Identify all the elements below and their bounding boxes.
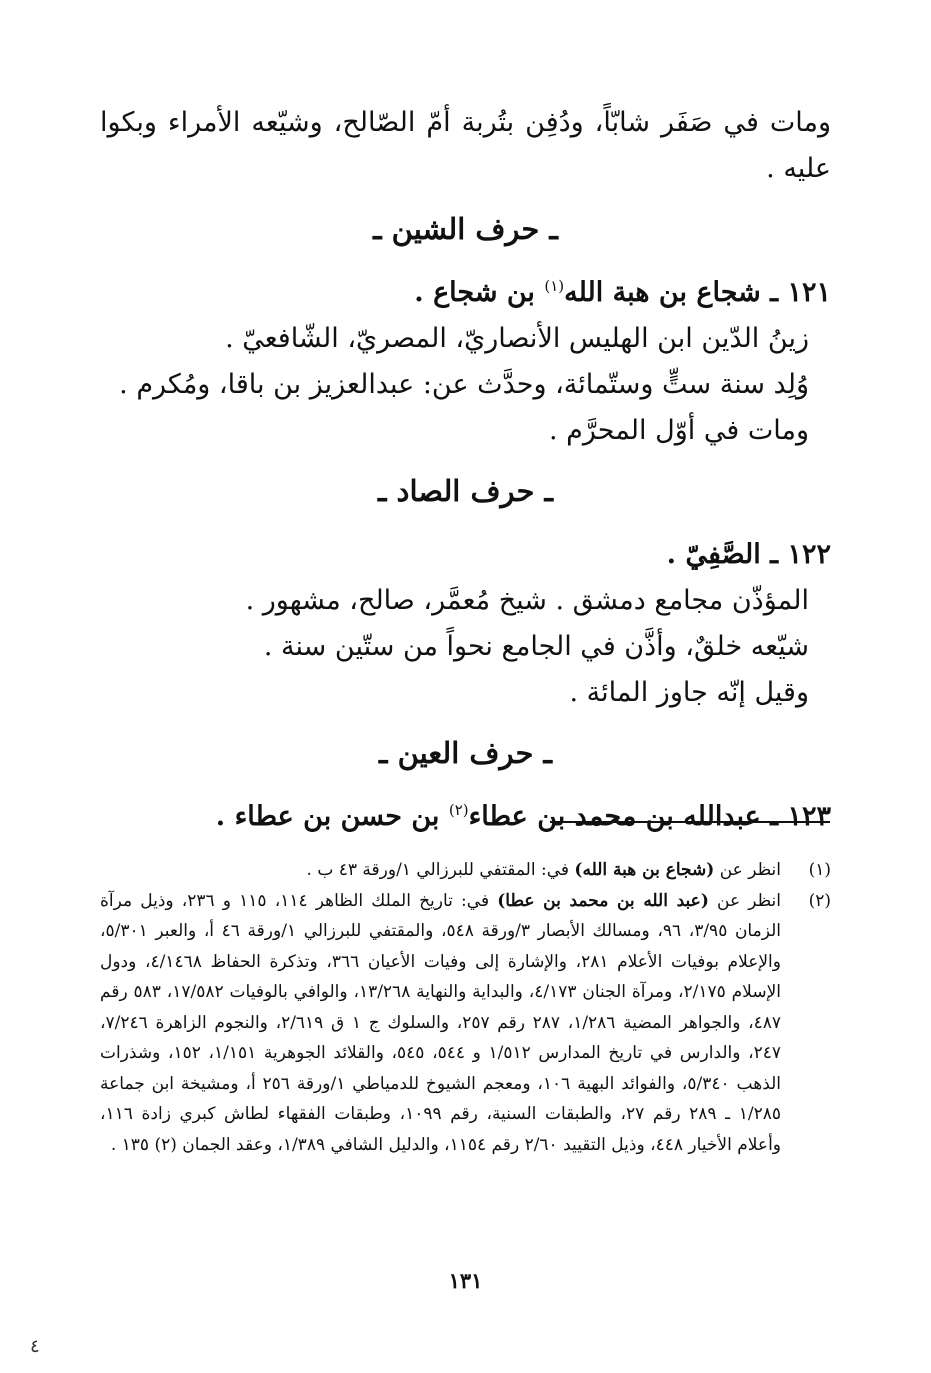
- footnote-subject: (شجاع بن هبة الله): [574, 860, 715, 880]
- footnote-ref-2: (٢): [448, 801, 469, 819]
- entry-121-name-end: بن شجاع .: [414, 277, 545, 308]
- footnotes: [100, 855, 831, 1160]
- footnote-1: [100, 855, 831, 886]
- footnote-subject: (عبد الله بن محمد بن عطا): [497, 890, 709, 911]
- footnote-separator: [550, 821, 830, 823]
- footnote-ref-1: (١): [544, 277, 565, 295]
- entry-121-title: [100, 270, 831, 316]
- entry-123-name: ١٢٣ ـ عبدالله بن محمد بن عطاء: [468, 801, 831, 832]
- entry-122-line: المؤذّن مجامع دمشق . شيخ مُعمَّر، صالح، مشهور .: [245, 585, 809, 616]
- footnote-lead: انظر عن: [708, 890, 781, 911]
- text-line: عليه .: [766, 153, 831, 184]
- section-heading-ayn: ـ حرف العين ـ: [379, 736, 552, 770]
- page-number: ١٣١: [448, 1268, 483, 1293]
- main-text: [100, 100, 831, 840]
- footnote-text: [100, 886, 781, 1161]
- entry-122-title: ١٢٢ ـ الصَّفِيّ .: [666, 539, 831, 570]
- footnote-2: [100, 886, 831, 1161]
- footnote-text: [100, 855, 781, 886]
- entry-121-line: زينُ الدّين ابن الهليس الأنصاريّ، المصريّ، الشّافعيّ .: [225, 323, 809, 354]
- entry-123-name-end: بن حسن بن عطاء .: [215, 801, 449, 832]
- footnote-citations: في: تاريخ الملك الظاهر ١١٤، ١١٥ و ٢٣٦، وذيل مرآة الزمان ٣/٩٥، ٩٦، ومسالك الأبصار ٣/ورقة ٥٤٨، والمقتفي للبرزالي ١/ورقة ٤٦ أ، والعبر ٥/٣٠١، والإعلام بوفيات الأعلام ٢٨١، والإشارة إلى وفيات الأعيان ٣٦٦، وتذكرة الحفاظ ٤/١٤٦٨، ودول الإسلام ٢/١٧٥، ومرآة الجنان ٤/١٧٣، والبداية والنهاية ١٣/٢٦٨، والوافي بالوفيات ١٧/٥٨٢، ٥٨٣ رقم ٤٨٧، والجواهر المضية ١/٢٨٦، ٢٨٧ رقم ٢٥٧، والسلوك ج ١ ق ٢/٦١٩، والنجوم الزاهرة ٧/٢٤٦، ٢٤٧، والدارس في تاريخ المدارس ١/٥١٢ و ٥٤٤، ٥٤٥، والقلائد الجوهرية ١/١٥١، ١٥٢، وشذرات الذهب ٥/٣٤٠، والفوائد البهية ١٠٦، ومعجم الشيوخ للدمياطي ١/ورقة ٢٥٦ أ، ومشيخة ابن جماعة ١/٢٨٥ ـ ٢٨٩ رقم ٢٧، والطبقات السنية، رقم ١٠٩٩، وطبقات الفقهاء لطاش كبري زادة ١١٦، وأعلام الأخيار ٤٤٨، وذيل التقييد ٢/٦٠ رقم ١١٥٤، والدليل الشافي ١/٣٨٩، وعقد الجمان (٢) ١٣٥ .: [100, 890, 782, 1155]
- entry-121-line: ومات في أوّل المحرَّم .: [548, 415, 809, 446]
- entry-123-title: [100, 794, 831, 840]
- entry-122-line: شيّعه خلقٌ، وأذَّن في الجامع نحواً من ستّين سنة .: [263, 631, 809, 662]
- corner-mark: ٤: [30, 1336, 40, 1357]
- section-heading-sad: ـ حرف الصاد ـ: [377, 474, 554, 508]
- footnote-number: (١): [808, 860, 831, 880]
- footnote-lead: انظر عن: [714, 860, 781, 880]
- entry-121-line: وُلِد سنة ستٍّ وستّمائة، وحدَّث عن: عبدالعزيز بن باقا، ومُكرم .: [119, 369, 809, 400]
- text-line: ومات في صَفَر شابّاً، ودُفِن بتُربة أمّ الصّالح، وشيّعه الأمراء وبكوا: [100, 107, 831, 138]
- entry-121-name: ١٢١ ـ شجاع بن هبة الله: [564, 277, 831, 308]
- entry-122-line: وقيل إنّه جاوز المائة .: [569, 677, 809, 708]
- footnote-number: (٢): [808, 890, 831, 911]
- footnote-citations: في: المقتفي للبرزالي ١/ورقة ٤٣ ب .: [306, 860, 575, 880]
- section-heading-shin: ـ حرف الشين ـ: [373, 212, 558, 246]
